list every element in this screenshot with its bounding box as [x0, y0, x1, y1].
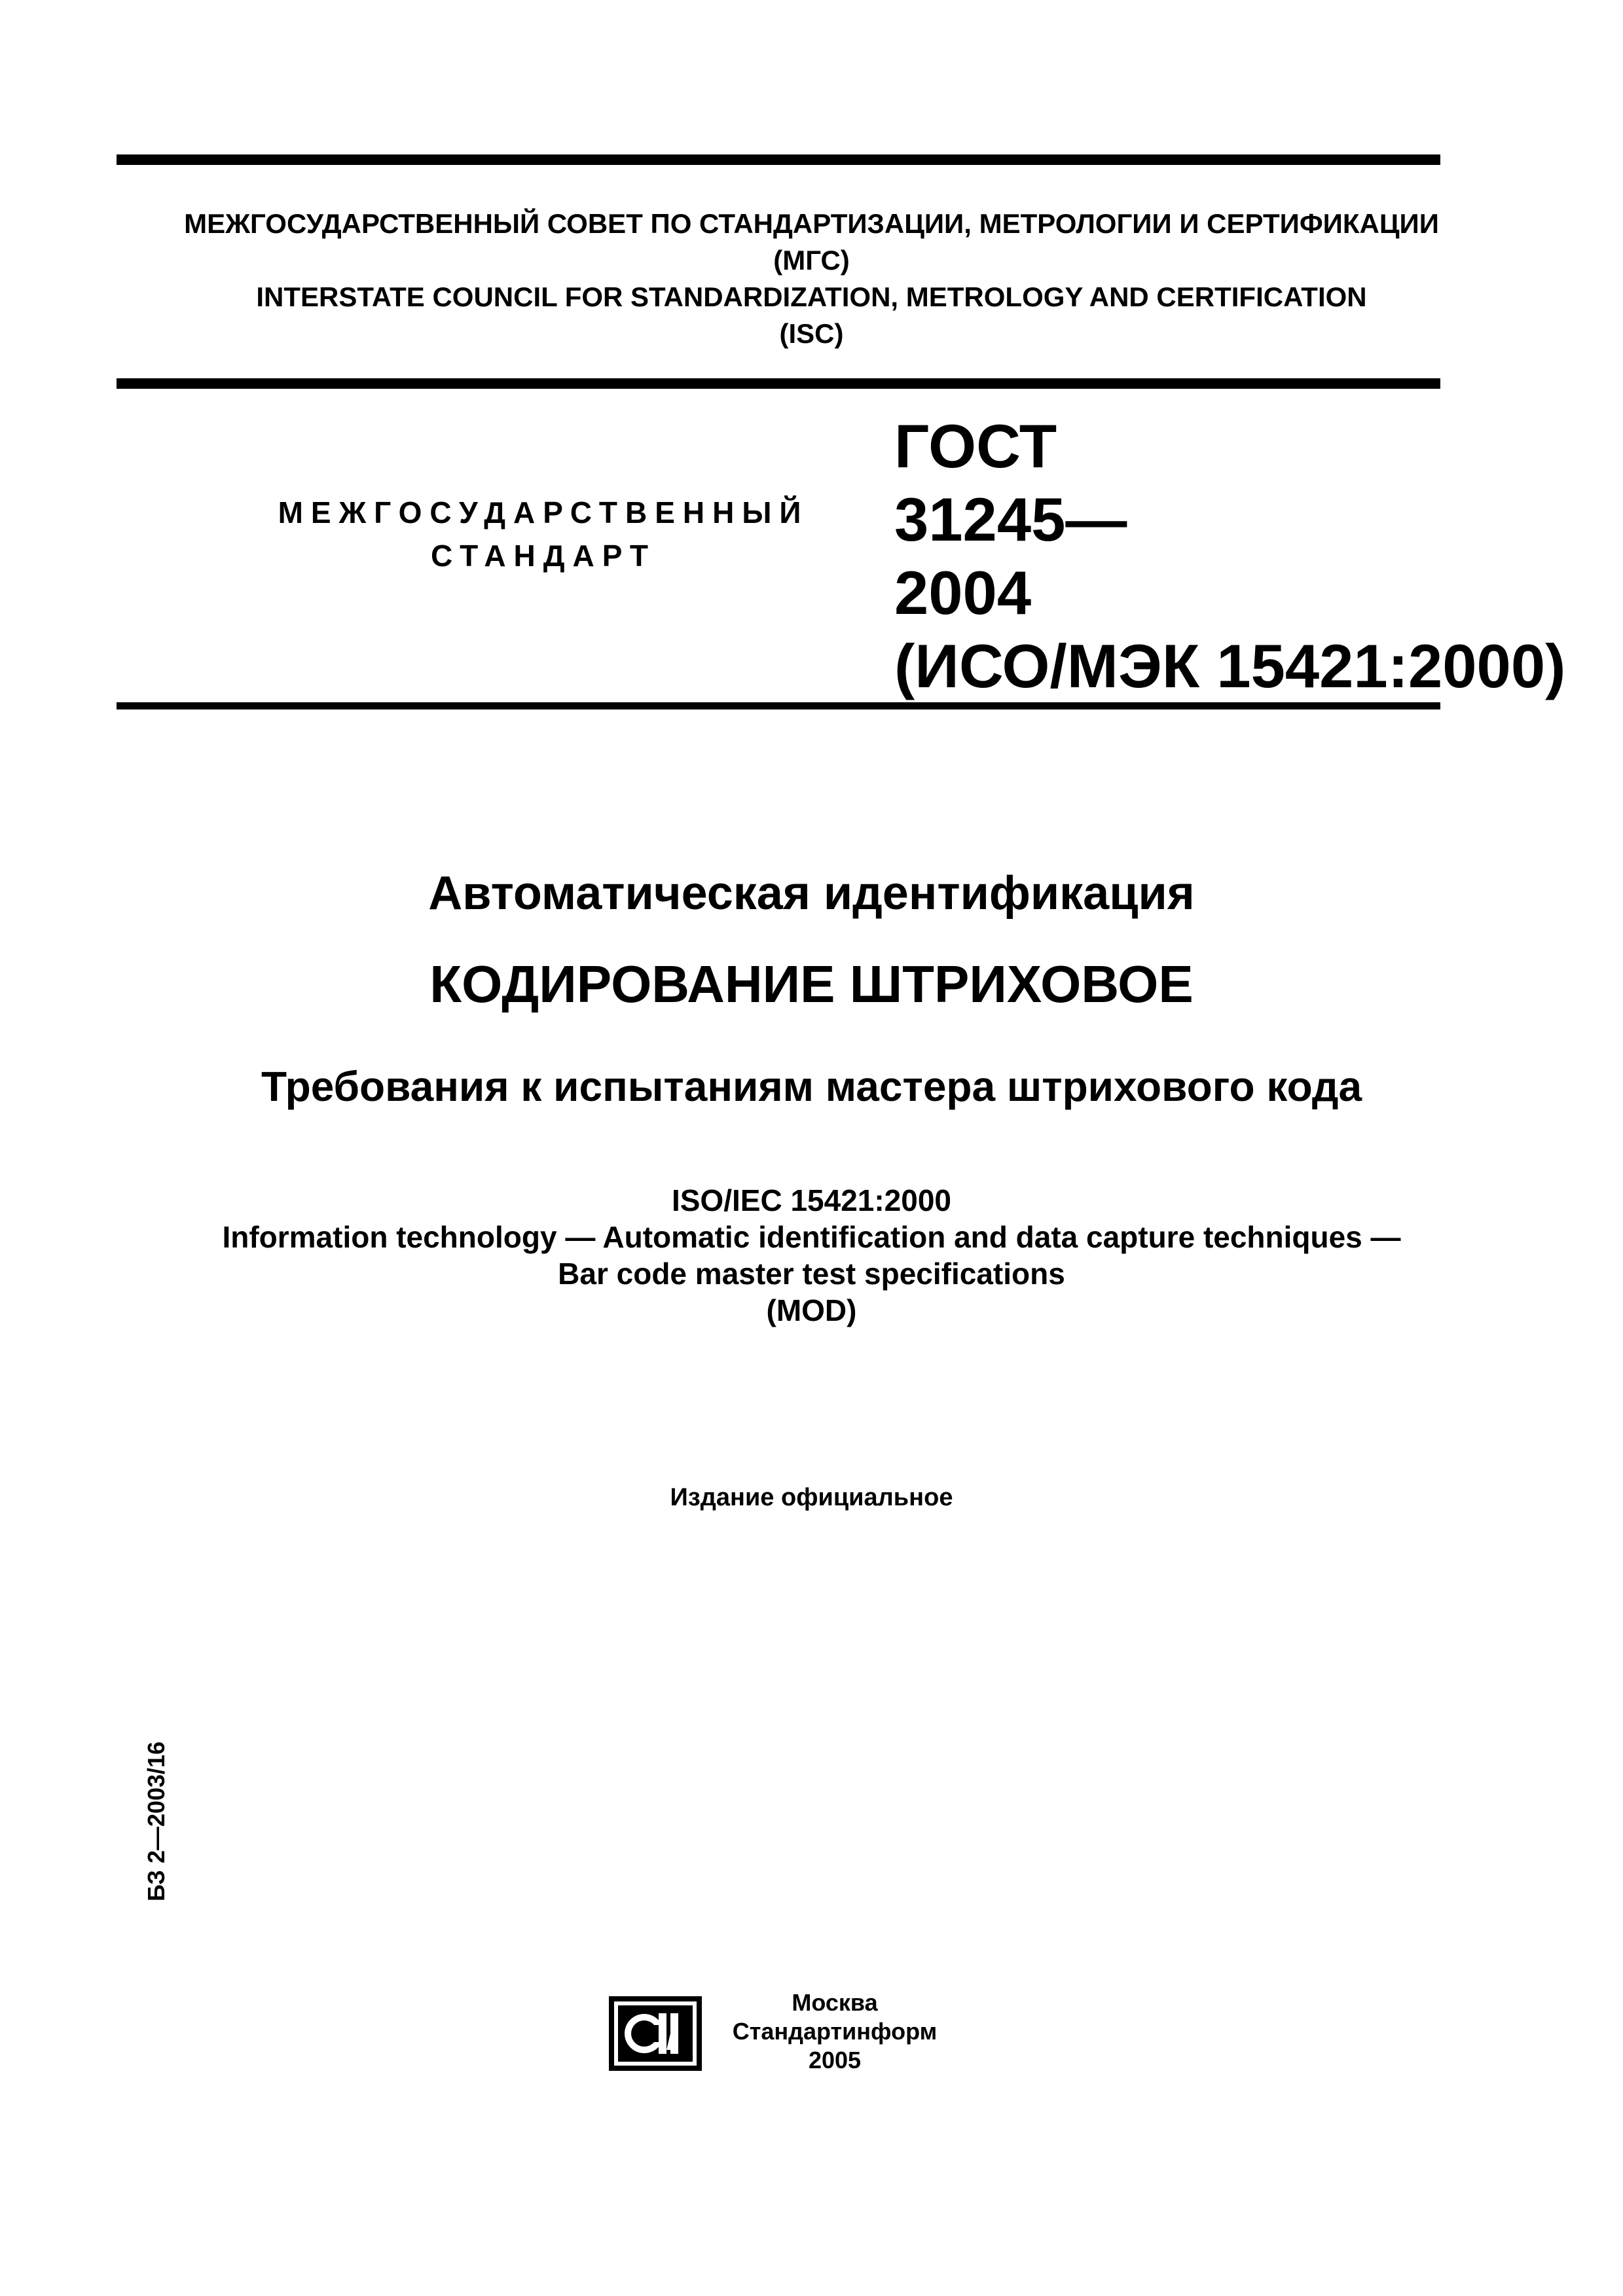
official-edition: Издание официальное	[670, 1484, 953, 1511]
publisher-block	[710, 1988, 959, 2075]
title-line1: Автоматическая идентификация	[428, 867, 1195, 920]
publisher-year: 2005	[808, 2047, 862, 2073]
top-rule	[117, 154, 1440, 165]
iso-mod: (MOD)	[766, 1293, 857, 1327]
gost-designation	[894, 410, 1565, 703]
council-abbr-en: (ISC)	[779, 318, 844, 349]
iso-code: ISO/IEC 15421:2000	[671, 1183, 952, 1217]
iso-title-line2: Bar code master test specifications	[558, 1257, 1065, 1291]
iso-title-line1: Information technology — Automatic identification and data capture techniques —	[222, 1220, 1401, 1254]
council-name-ru: МЕЖГОСУДАРСТВЕННЫЙ СОВЕТ ПО СТАНДАРТИЗАЦИИ, МЕТРОЛОГИИ И СЕРТИФИКАЦИИ	[184, 208, 1439, 239]
side-code: БЗ 2—2003/16	[143, 1741, 170, 1901]
iso-block	[0, 1182, 1623, 1329]
title-line3: Требования к испытаниям мастера штрихового кода	[261, 1063, 1362, 1110]
gost-year: 2004	[894, 558, 1032, 627]
publisher-city: Москва	[792, 1989, 878, 2016]
council-header	[0, 206, 1623, 352]
header-rule	[117, 378, 1440, 389]
gost-number: 31245—	[894, 485, 1127, 554]
council-abbr-ru: (МГС)	[773, 245, 850, 276]
council-name-en: INTERSTATE COUNCIL FOR STANDARDIZATION, METROLOGY AND CERTIFICATION	[256, 281, 1367, 312]
standard-type-line1: МЕЖГОСУДАРСТВЕННЫЙ	[278, 495, 809, 529]
publisher-name: Стандартинформ	[732, 2018, 938, 2045]
title-line2: КОДИРОВАНИЕ ШТРИХОВОЕ	[429, 955, 1194, 1013]
gost-label: ГОСТ	[894, 412, 1057, 480]
standard-type-line2: СТАНДАРТ	[431, 539, 656, 573]
standartinform-logo-icon	[608, 1995, 703, 2072]
iso-reference: (ИСО/МЭК 15421:2000)	[894, 632, 1566, 700]
designation-rule	[117, 702, 1440, 709]
